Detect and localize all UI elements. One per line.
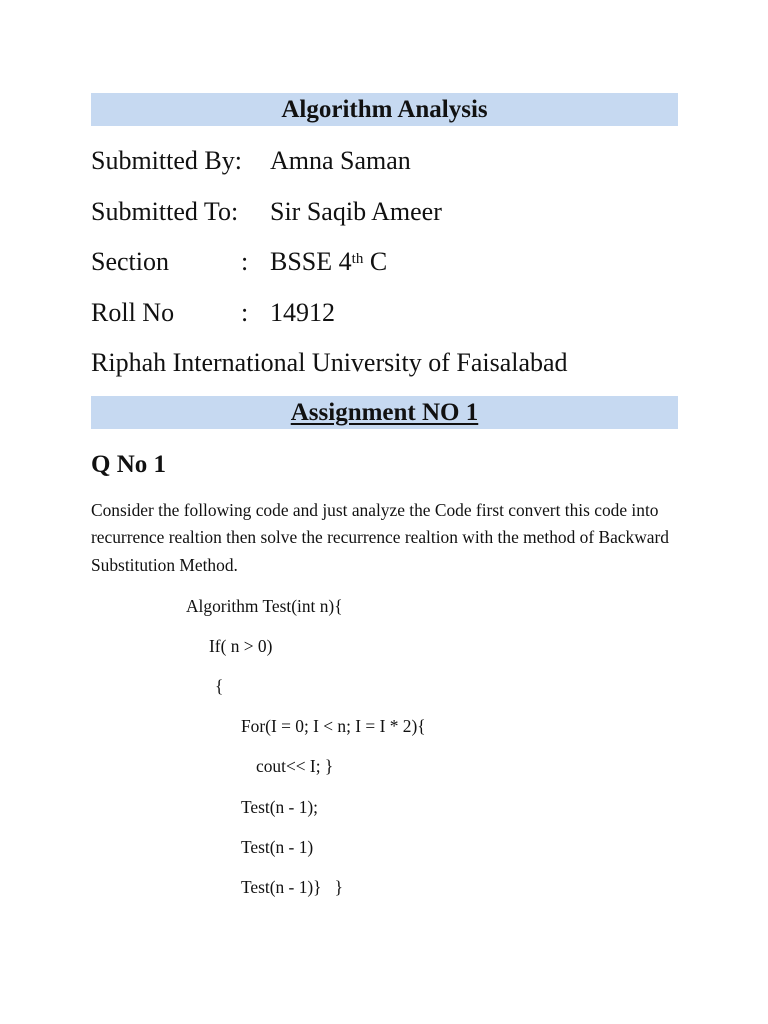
assignment-band xyxy=(91,396,678,429)
section-row xyxy=(91,246,691,278)
code-line: Test(n - 1)} } xyxy=(241,877,343,897)
question-text: Consider the following code and just analyze the Code first convert this code into recurrence realtion then solve the recurrence realtion with the method of Backward Substitution Method. xyxy=(91,500,669,575)
submitted-to-value: Sir Saqib Ameer xyxy=(270,197,442,226)
code-line: If( n > 0) xyxy=(209,636,273,656)
question-number: Q No 1 xyxy=(91,451,166,478)
submitted-to-label: Submitted To: xyxy=(91,197,239,226)
submitted-by-label: Submitted By: xyxy=(91,146,242,175)
section-value-main: BSSE 4 xyxy=(270,247,352,276)
submitted-by-row xyxy=(91,145,691,177)
assignment-title: Assignment NO 1 xyxy=(290,398,479,426)
code-line: { xyxy=(215,676,224,696)
submitted-to-row xyxy=(91,196,691,228)
section-colon: : xyxy=(241,247,249,276)
university-name: Riphah International University of Faisalabad xyxy=(91,348,568,377)
code-line: For(I = 0; I < n; I = I * 2){ xyxy=(241,716,426,736)
code-line: cout<< I; } xyxy=(256,756,334,776)
section-value-sup: th xyxy=(351,251,364,267)
code-line: Algorithm Test(int n){ xyxy=(186,596,343,616)
code-line: Test(n - 1); xyxy=(241,797,319,817)
roll-no-value: 14912 xyxy=(270,298,335,327)
section-value xyxy=(270,246,387,278)
roll-no-colon: : xyxy=(241,298,249,327)
roll-no-row xyxy=(91,297,691,329)
title-band xyxy=(91,93,678,126)
code-line: Test(n - 1) xyxy=(241,837,314,857)
section-label: Section xyxy=(91,247,169,276)
roll-no-label: Roll No xyxy=(91,298,175,327)
submitted-by-value: Amna Saman xyxy=(270,146,411,175)
document-title: Algorithm Analysis xyxy=(281,95,488,123)
section-value-tail: C xyxy=(363,247,388,276)
